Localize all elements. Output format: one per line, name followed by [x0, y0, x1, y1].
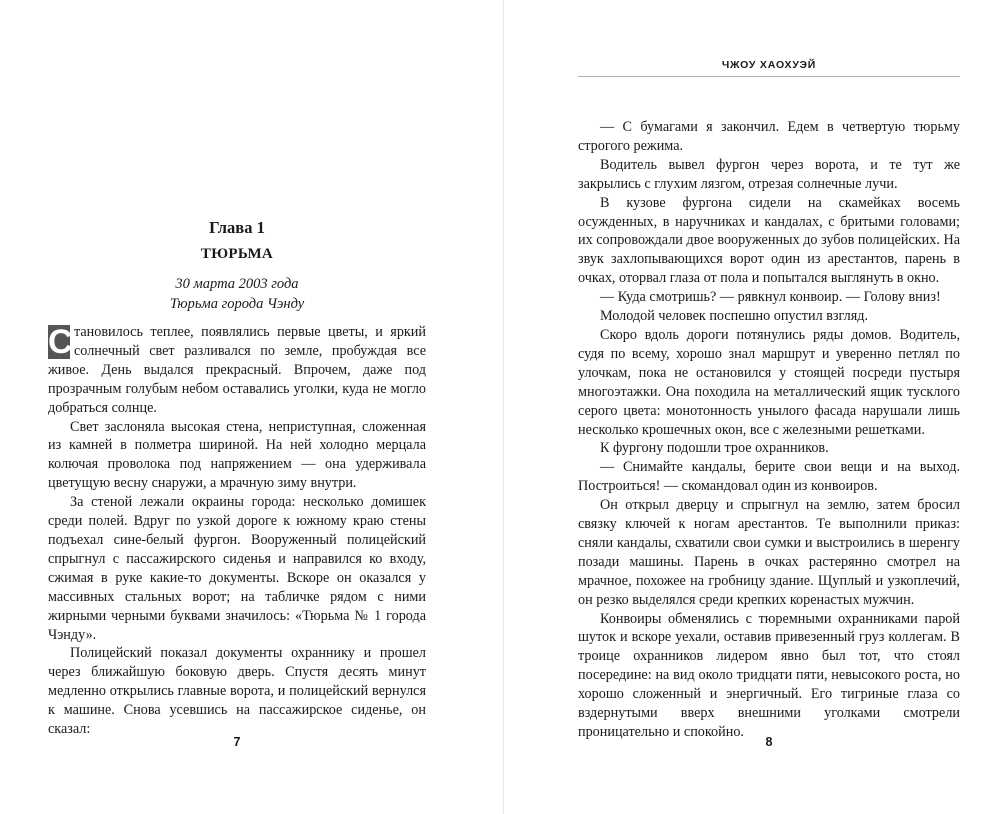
paragraph: Водитель вывел фургон через ворота, и те тут же закрылись с глухим лязгом, отрезая солнечные лучи. — [578, 156, 960, 192]
paragraph: Свет заслоняла высокая стена, неприступная, сложенная из камней в полметра шириной. На ней холодно мерцала колючая проволока под напряжением — она удерживала цветущую весну снаружи, а мрачную зиму внутри. — [48, 418, 426, 492]
running-head: ЧЖОУ ХАОХУЭЙ — [721, 59, 817, 71]
chapter-place: Тюрьма города Чэнду — [169, 296, 305, 312]
paragraph: — С бумагами я закончил. Едем в четвертую тюрьму строгого режима. — [578, 119, 960, 154]
paragraph: Конвоиры обменялись с тюремными охранниками парой шуток и вскоре уехали, оставив привезенный груз коллегам. В троице охранников лидером явно был тот, что стоял посередине: на вид около тридцати пяти, невысокого роста, но хорошо сложенный и энергичный. Его тигриные глаза со вздернутыми вверх внешними уголками смотрели проницательно и спокойно. — [578, 610, 960, 740]
paragraph: За стеной лежали окраины города: несколько домишек среди полей. Вдруг по узкой дороге к южному краю стены подъехал сине-белый фургон. Вооруженный полицейский спрыгнул с пассажирского сиденья и направился ко входу, сжимая в руке какие-то документы. Вскоре он оказался у массивных стальных ворот; на табличке рядом с ними жирными черными буквами значилось: «Тюрьма № 1 города Чэнду». — [48, 494, 426, 643]
paragraph: — Куда смотришь? — рявкнул конвоир. — Голову вниз! — [600, 289, 941, 306]
right-page — [504, 0, 1008, 814]
paragraph: Полицейский показал документы охраннику и прошел через ближайшую боковую дверь. Спустя десять минут медленно открылись главные ворота, и полицейский вернулся к машине. Снова усевшись на пассажирское сиденье, он сказал: — [48, 645, 426, 738]
drop-cap: С — [48, 323, 73, 361]
chapter-date: 30 марта 2003 года — [175, 276, 299, 292]
paragraph: Молодой человек поспешно опустил взгляд. — [600, 308, 868, 325]
paragraph — [48, 323, 426, 418]
paragraph-text: тановилось теплее, появлялись первые цветы, и яркий солнечный свет разливался по земле, пробуждая все живое. День выдался прекрасный. Впрочем, даже под прозрачным голубым небом оставались уголки, куда не могло добраться солнце. — [48, 324, 426, 416]
chapter-number: Глава 1 — [209, 218, 265, 237]
paragraph: Скоро вдоль дороги потянулись ряды домов. Водитель, судя по всему, хорошо знал маршрут и уверенно петлял по улочкам, пока не остановился у стоящей посреди пустыря многоэтажки. Она походила на металлический ящик тусклого серого цвета: монотонность унылого фасада нарушали лишь несколько крошечных окон, все с железными решетками. — [578, 326, 960, 438]
page-number-right: 8 — [765, 735, 773, 749]
running-head-rule — [578, 76, 960, 77]
paragraph: Он открыл дверцу и спрыгнул на землю, затем бросил связку ключей к ногам арестантов. Те выполнили приказ: сняли кандалы, схватили свои сумки и выстроились в шеренгу позади машины. Парень в очках растерянно смотрел на мрачное, похожее на гробницу здание. Щуплый и узкоплечий, он резко выделялся среди крепких коренастых мужчин. — [578, 497, 960, 608]
paragraph: В кузове фургона сидели на скамейках восемь осужденных, в наручниках и кандалах, с бритыми головами; их сопровождали двое вооруженных до зубов полицейских. На звук захлопывающихся ворот один из арестантов, парень в очках, оторвал глаза от пола и попытался выглянуть в окно. — [578, 194, 961, 287]
paragraph: — Снимайте кандалы, берите свои вещи и на выход. Построиться! — скомандовал один из конвоиров. — [578, 459, 960, 495]
chapter-title: ТЮРЬМА — [200, 246, 274, 262]
paragraph: К фургону подошли трое охранников. — [600, 440, 829, 457]
right-body-text — [578, 118, 960, 742]
left-body-text — [48, 323, 426, 739]
page-number-left: 7 — [233, 735, 241, 749]
